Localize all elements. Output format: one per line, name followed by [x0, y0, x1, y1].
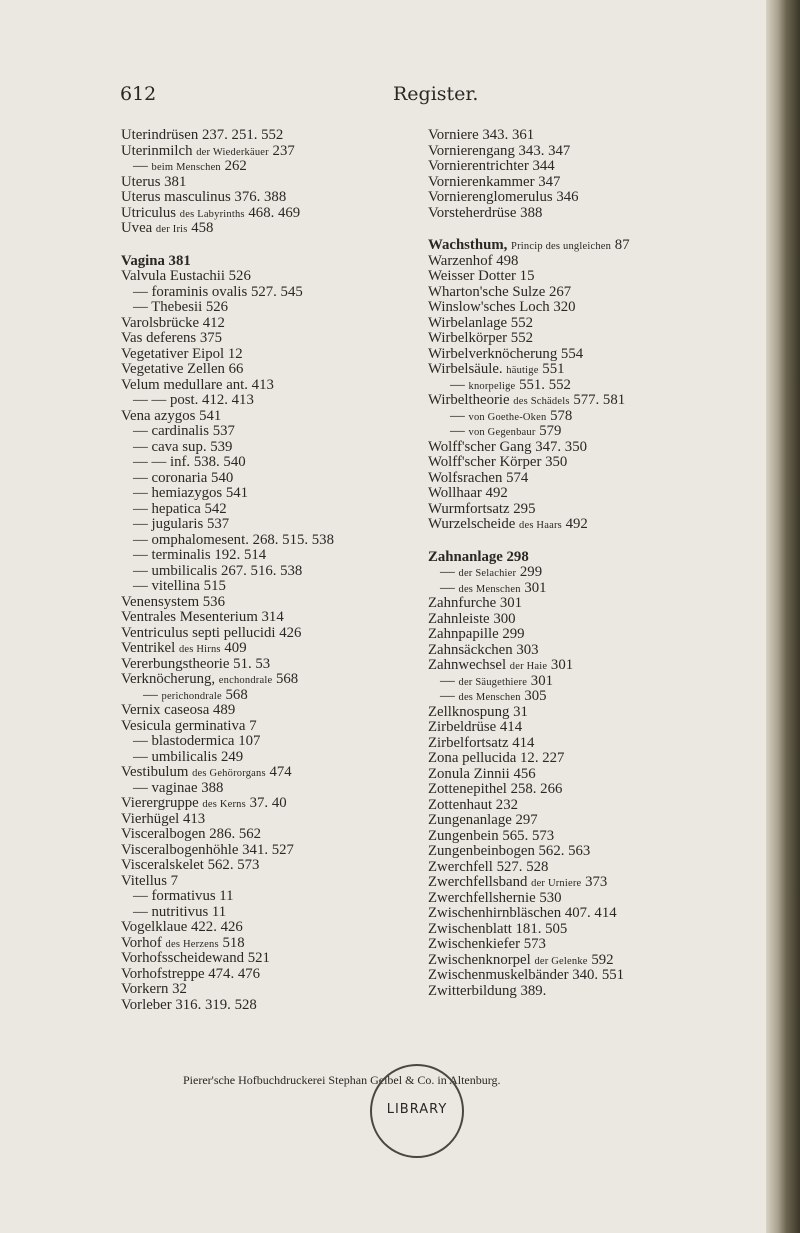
- entry-term: — jugularis 537: [133, 516, 230, 532]
- index-entry: [428, 190, 758, 206]
- entry-qualifier: perichondrale: [161, 690, 222, 702]
- entry-term: Venensystem 536: [121, 593, 225, 610]
- index-entry: [428, 627, 758, 643]
- entry-qualifier: des Labyrinths: [179, 208, 245, 220]
- index-entry: [121, 812, 411, 828]
- entry-term: Vorhofsscheidewand 521: [121, 950, 270, 966]
- entry-term: Vornierenkammer 347: [428, 173, 561, 190]
- index-entry: [121, 378, 411, 394]
- index-entry: [428, 300, 758, 316]
- index-entry: [428, 285, 758, 301]
- entry-term: — foraminis ovalis 527. 545: [133, 283, 303, 300]
- index-entry: [428, 362, 758, 378]
- entry-term: Zona pellucida 12. 227: [428, 750, 565, 766]
- entry-term: Zungenanlage 297: [428, 812, 538, 828]
- index-entry: [428, 674, 758, 690]
- entry-pages: 578: [546, 407, 573, 424]
- entry-term: Valvula Eustachii 526: [121, 268, 251, 284]
- entry-pages: 474: [265, 764, 292, 780]
- printer-imprint: Pierer'sche Hofbuchdruckerei Stephan Geibel & Co. in Altenburg.: [183, 1073, 501, 1087]
- entry-term: Wolff'scher Gang 347. 350: [428, 438, 588, 455]
- entry-term: — cardinalis 537: [133, 423, 235, 439]
- index-entry: [121, 331, 411, 347]
- entry-qualifier: des Hirns: [178, 644, 221, 655]
- entry-term: — — inf. 538. 540: [133, 454, 246, 470]
- entry-pages: 305: [520, 688, 547, 704]
- entry-qualifier: beim Menschen: [151, 162, 221, 173]
- index-entry: [121, 206, 411, 222]
- entry-term: Zahnanlage 298: [428, 548, 529, 565]
- index-entry: [428, 767, 758, 783]
- entry-term: Vogelklaue 422. 426: [121, 919, 243, 935]
- entry-term: Verknöcherung,: [121, 671, 219, 687]
- entry-qualifier: häutige: [506, 365, 539, 376]
- entry-term: — umbilicalis 249: [133, 748, 244, 765]
- entry-pages: 458: [187, 220, 214, 236]
- index-entry: [121, 548, 411, 564]
- index-entry: [121, 579, 411, 595]
- index-entry: [428, 254, 758, 270]
- index-entry: [428, 906, 758, 922]
- entry-term: Vas deferens 375: [121, 330, 223, 346]
- index-entry: [428, 128, 758, 144]
- index-entry: [428, 206, 758, 222]
- entry-qualifier: von Gegenbaur: [468, 427, 536, 438]
- entry-pages: 518: [218, 934, 245, 951]
- entry-term: Wurzelscheide: [428, 516, 520, 532]
- entry-qualifier: des Kerns: [202, 799, 246, 810]
- entry-term: Vestibulum: [121, 764, 193, 780]
- index-entry: [428, 984, 758, 1000]
- entry-term: Uterindrüsen 237. 251. 552: [121, 127, 284, 143]
- entry-term: Zwitterbildung 389.: [428, 982, 547, 999]
- entry-term: Vitellus 7: [121, 872, 179, 889]
- entry-term: Zellknospung 31: [428, 703, 528, 720]
- running-title: Register.: [393, 83, 479, 105]
- entry-pages: 492: [561, 516, 588, 532]
- entry-term: Zungenbeinbogen 562. 563: [428, 843, 591, 859]
- entry-term: Wirbeltheorie: [428, 392, 514, 408]
- entry-term: Wirbelverknöcherung 554: [428, 345, 584, 362]
- entry-term: —: [440, 672, 459, 689]
- index-entry: [428, 658, 758, 674]
- entry-term: Wirbelkörper 552: [428, 330, 534, 346]
- entry-term: Zwischenknorpel: [428, 951, 535, 968]
- entry-term: Ventrikel: [121, 640, 179, 656]
- entry-pages: 87: [611, 237, 630, 253]
- entry-term: Vorsteherdrüse 388: [428, 204, 543, 221]
- entry-term: — vaginae 388: [133, 779, 224, 796]
- index-entry: [121, 254, 411, 270]
- index-entry: [121, 285, 411, 301]
- index-entry: [121, 719, 411, 735]
- index-entry: [121, 734, 411, 750]
- index-entry: [428, 378, 758, 394]
- index-entry: [428, 829, 758, 845]
- index-column-left: [121, 128, 411, 1013]
- index-entry: [428, 844, 758, 860]
- entry-term: Vornierengang 343. 347: [428, 142, 571, 159]
- index-entry: [121, 765, 411, 781]
- index-entry: [428, 922, 758, 938]
- entry-term: Visceralbogen 286. 562: [121, 826, 262, 842]
- entry-qualifier: der Wiederkäuer: [196, 146, 269, 158]
- entry-term: — terminalis 192. 514: [133, 547, 267, 563]
- entry-term: Velum medullare ant. 413: [121, 376, 274, 393]
- index-entry: [121, 221, 411, 237]
- index-entry: [121, 486, 411, 502]
- entry-qualifier: von Goethe-Oken: [468, 411, 547, 423]
- index-entry: [121, 159, 411, 175]
- entry-qualifier: des Schädels: [513, 396, 570, 407]
- entry-term: Zahnleiste 300: [428, 610, 516, 627]
- entry-qualifier: der Haie: [509, 661, 548, 672]
- entry-qualifier: knorpelige: [468, 380, 516, 392]
- index-entry: [428, 705, 758, 721]
- entry-term: Zwerchfellshernie 530: [428, 889, 562, 906]
- index-entry: [121, 424, 411, 440]
- entry-term: — formativus 11: [133, 888, 234, 904]
- entry-qualifier: der Selachier: [458, 568, 517, 579]
- index-entry: [121, 998, 411, 1014]
- entry-qualifier: der Gelenke: [534, 955, 588, 967]
- entry-pages: 301: [527, 672, 554, 689]
- index-entry: [428, 782, 758, 798]
- entry-term: Vererbungstheorie 51. 53: [121, 655, 271, 672]
- index-entry: [121, 858, 411, 874]
- index-entry: [428, 813, 758, 829]
- entry-term: Zwischenhirnbläschen 407. 414: [428, 905, 617, 921]
- index-entry: [428, 331, 758, 347]
- entry-term: Uterinmilch: [121, 142, 197, 159]
- index-entry: [121, 517, 411, 533]
- index-entry: [428, 316, 758, 332]
- entry-pages: 577. 581: [569, 392, 626, 408]
- entry-term: Uterus masculinus 376. 388: [121, 189, 287, 205]
- entry-pages: 237: [268, 142, 295, 159]
- entry-term: Vorhof: [121, 934, 166, 951]
- entry-pages: 568: [221, 686, 248, 703]
- index-entry: [428, 502, 758, 518]
- entry-term: Zahnwechsel: [428, 657, 510, 673]
- entry-term: Vorniere 343. 361: [428, 127, 535, 143]
- index-entry: [121, 471, 411, 487]
- entry-term: Zirbeldrüse 414: [428, 719, 523, 735]
- entry-term: Zwerchfell 527. 528: [428, 858, 549, 875]
- entry-term: Vornierentrichter 344: [428, 158, 555, 174]
- index-entry: [428, 720, 758, 736]
- index-entry: [121, 951, 411, 967]
- index-entry: [428, 517, 758, 533]
- entry-term: —: [450, 376, 469, 393]
- index-entry: [428, 393, 758, 409]
- index-entry: [121, 843, 411, 859]
- index-entry: [428, 175, 758, 191]
- entry-pages: 299: [516, 564, 543, 580]
- index-entry: [121, 610, 411, 626]
- index-entry: [428, 596, 758, 612]
- index-entry: [121, 688, 411, 704]
- entry-qualifier: der Iris: [155, 224, 188, 235]
- index-entry: [121, 781, 411, 797]
- entry-qualifier: des Haars: [519, 520, 562, 531]
- index-entry: [428, 238, 758, 254]
- entry-term: Uterus 381: [121, 173, 187, 190]
- index-entry: [121, 889, 411, 905]
- index-entry: [121, 502, 411, 518]
- entry-term: Wurmfortsatz 295: [428, 500, 536, 517]
- entry-term: —: [133, 158, 152, 174]
- entry-qualifier: der Säugethiere: [458, 676, 528, 688]
- section-spacer: [428, 533, 758, 550]
- entry-pages: 409: [220, 640, 247, 656]
- page-edge-shadow: [766, 0, 800, 1233]
- entry-pages: 592: [587, 951, 614, 968]
- entry-term: Vena azygos 541: [121, 407, 222, 424]
- index-entry: [428, 440, 758, 456]
- index-entry: [428, 891, 758, 907]
- entry-term: Wolff'scher Körper 350: [428, 454, 568, 470]
- index-entry: [121, 982, 411, 998]
- index-entry: [428, 471, 758, 487]
- index-entry: [428, 689, 758, 705]
- entry-term: Vernix caseosa 489: [121, 702, 236, 718]
- index-entry: [121, 967, 411, 983]
- entry-qualifier: der Urniere: [531, 878, 582, 889]
- index-entry: [121, 920, 411, 936]
- entry-term: —: [450, 423, 469, 439]
- index-entry: [121, 533, 411, 549]
- entry-term: Zwischenmuskelbänder 340. 551: [428, 967, 625, 983]
- index-entry: [121, 874, 411, 890]
- entry-term: —: [440, 688, 459, 704]
- index-entry: [428, 486, 758, 502]
- entry-term: Vagina 381: [121, 252, 191, 269]
- entry-term: Zahnfurche 301: [428, 595, 523, 611]
- index-entry: [121, 455, 411, 471]
- entry-term: — hepatica 542: [133, 500, 227, 517]
- entry-term: Zottenepithel 258. 266: [428, 781, 563, 797]
- entry-term: — — post. 412. 413: [133, 392, 254, 408]
- entry-term: Vesicula germinativa 7: [121, 717, 257, 734]
- index-entry: [428, 269, 758, 285]
- entry-term: —: [440, 564, 459, 580]
- entry-pages: 301: [520, 579, 547, 596]
- entry-term: Wharton'sche Sulze 267: [428, 283, 572, 300]
- index-entry: [121, 564, 411, 580]
- index-entry: [428, 159, 758, 175]
- section-spacer: [428, 221, 758, 238]
- index-entry: [428, 798, 758, 814]
- library-stamp-text: LIBRARY: [386, 1102, 448, 1117]
- entry-term: Zahnsäckchen 303: [428, 641, 539, 658]
- entry-term: Zahnpapille 299: [428, 626, 525, 642]
- entry-term: Vegetativer Eipol 12: [121, 345, 243, 362]
- entry-term: —: [440, 579, 459, 596]
- index-column-right: [428, 128, 758, 999]
- entry-pages: 262: [220, 158, 247, 174]
- entry-pages: 468. 469: [244, 204, 301, 221]
- index-entry: [121, 409, 411, 425]
- index-entry: [121, 936, 411, 952]
- index-entry: [428, 409, 758, 425]
- index-entry: [121, 595, 411, 611]
- index-entry: [428, 424, 758, 440]
- entry-term: Zungenbein 565. 573: [428, 827, 555, 844]
- index-entry: [428, 860, 758, 876]
- index-entry: [428, 968, 758, 984]
- library-stamp: [370, 1064, 464, 1158]
- index-entry: [121, 641, 411, 657]
- entry-term: Zottenhaut 232: [428, 796, 518, 813]
- index-entry: [428, 875, 758, 891]
- entry-pages: 373: [581, 874, 608, 890]
- index-entry: [121, 190, 411, 206]
- entry-term: Zwischenblatt 181. 505: [428, 920, 568, 937]
- index-entry: [121, 750, 411, 766]
- entry-term: Utriculus: [121, 204, 180, 221]
- index-entry: [121, 128, 411, 144]
- entry-term: Ventriculus septi pellucidi 426: [121, 624, 302, 641]
- entry-pages: 301: [547, 657, 574, 673]
- index-entry: [121, 905, 411, 921]
- entry-term: Zwerchfellsband: [428, 874, 532, 890]
- index-entry: [121, 440, 411, 456]
- entry-term: Visceralskelet 562. 573: [121, 857, 260, 873]
- page-number: 612: [120, 83, 157, 105]
- index-entry: [121, 316, 411, 332]
- index-entry: [121, 796, 411, 812]
- index-entry: [428, 751, 758, 767]
- entry-term: — omphalomesent. 268. 515. 538: [133, 531, 334, 548]
- entry-term: Winslow'sches Loch 320: [428, 299, 576, 315]
- entry-term: Wirbelanlage 552: [428, 314, 533, 331]
- entry-pages: 551: [538, 361, 565, 377]
- entry-term: Vierergruppe: [121, 795, 203, 811]
- index-entry: [428, 643, 758, 659]
- index-entry: [428, 347, 758, 363]
- entry-term: —: [450, 407, 469, 424]
- entry-term: Warzenhof 498: [428, 252, 519, 269]
- entry-term: Vierhügel 413: [121, 810, 206, 827]
- index-entry: [428, 953, 758, 969]
- index-entry: [428, 612, 758, 628]
- entry-term: Visceralbogenhöhle 341. 527: [121, 841, 294, 858]
- index-entry: [121, 300, 411, 316]
- index-entry: [121, 703, 411, 719]
- index-entry: [428, 937, 758, 953]
- entry-term: Vornierenglomerulus 346: [428, 189, 579, 205]
- index-entry: [428, 581, 758, 597]
- entry-term: — coronaria 540: [133, 469, 234, 486]
- index-entry: [121, 175, 411, 191]
- index-entry: [428, 455, 758, 471]
- entry-term: Weisser Dotter 15: [428, 268, 535, 284]
- entry-qualifier: des Menschen: [458, 692, 521, 703]
- section-spacer: [121, 237, 411, 254]
- index-entry: [121, 347, 411, 363]
- index-entry: [428, 565, 758, 581]
- entry-term: — vitellina 515: [133, 578, 226, 594]
- entry-pages: 568: [272, 671, 299, 687]
- entry-term: Vorleber 316. 319. 528: [121, 996, 257, 1013]
- index-entry: [428, 550, 758, 566]
- entry-term: Ventrales Mesenterium 314: [121, 609, 284, 625]
- entry-term: Vorhofstreppe 474. 476: [121, 965, 261, 982]
- index-entry: [121, 144, 411, 160]
- entry-term: Wollhaar 492: [428, 485, 508, 501]
- entry-term: Vegetative Zellen 66: [121, 361, 244, 377]
- page-header: [0, 83, 770, 107]
- index-entry: [121, 393, 411, 409]
- entry-term: — umbilicalis 267. 516. 538: [133, 562, 303, 579]
- entry-term: Uvea: [121, 220, 156, 236]
- entry-term: Zonula Zinnii 456: [428, 765, 536, 782]
- index-entry: [121, 657, 411, 673]
- entry-term: — blastodermica 107: [133, 733, 261, 749]
- index-entry: [428, 144, 758, 160]
- entry-term: — Thebesii 526: [133, 299, 229, 315]
- entry-term: — hemiazygos 541: [133, 485, 249, 501]
- entry-pages: 579: [535, 423, 562, 439]
- index-entry: [428, 736, 758, 752]
- entry-term: Wirbelsäule.: [428, 361, 507, 377]
- entry-term: Vorkern 32: [121, 981, 187, 997]
- entry-term: Wachsthum,: [428, 237, 512, 253]
- entry-term: —: [143, 686, 162, 703]
- index-entry: [121, 626, 411, 642]
- entry-term: — nutritivus 11: [133, 903, 227, 920]
- entry-pages: 551. 552: [515, 376, 571, 393]
- entry-qualifier: Princip des ungleichen: [511, 241, 612, 252]
- entry-term: — cava sup. 539: [133, 438, 233, 455]
- entry-qualifier: des Herzens: [165, 938, 219, 950]
- entry-term: Zwischenkiefer 573: [428, 936, 546, 952]
- entry-qualifier: des Gehörorgans: [192, 768, 266, 779]
- index-entry: [121, 672, 411, 688]
- entry-qualifier: des Menschen: [458, 583, 521, 595]
- index-entry: [121, 362, 411, 378]
- entry-term: Zirbelfortsatz 414: [428, 734, 535, 751]
- index-entry: [121, 827, 411, 843]
- entry-term: Varolsbrücke 412: [121, 314, 225, 331]
- entry-qualifier: enchondrale: [218, 675, 273, 686]
- entry-term: Wolfsrachen 574: [428, 469, 529, 486]
- entry-pages: 37. 40: [245, 795, 287, 811]
- index-entry: [121, 269, 411, 285]
